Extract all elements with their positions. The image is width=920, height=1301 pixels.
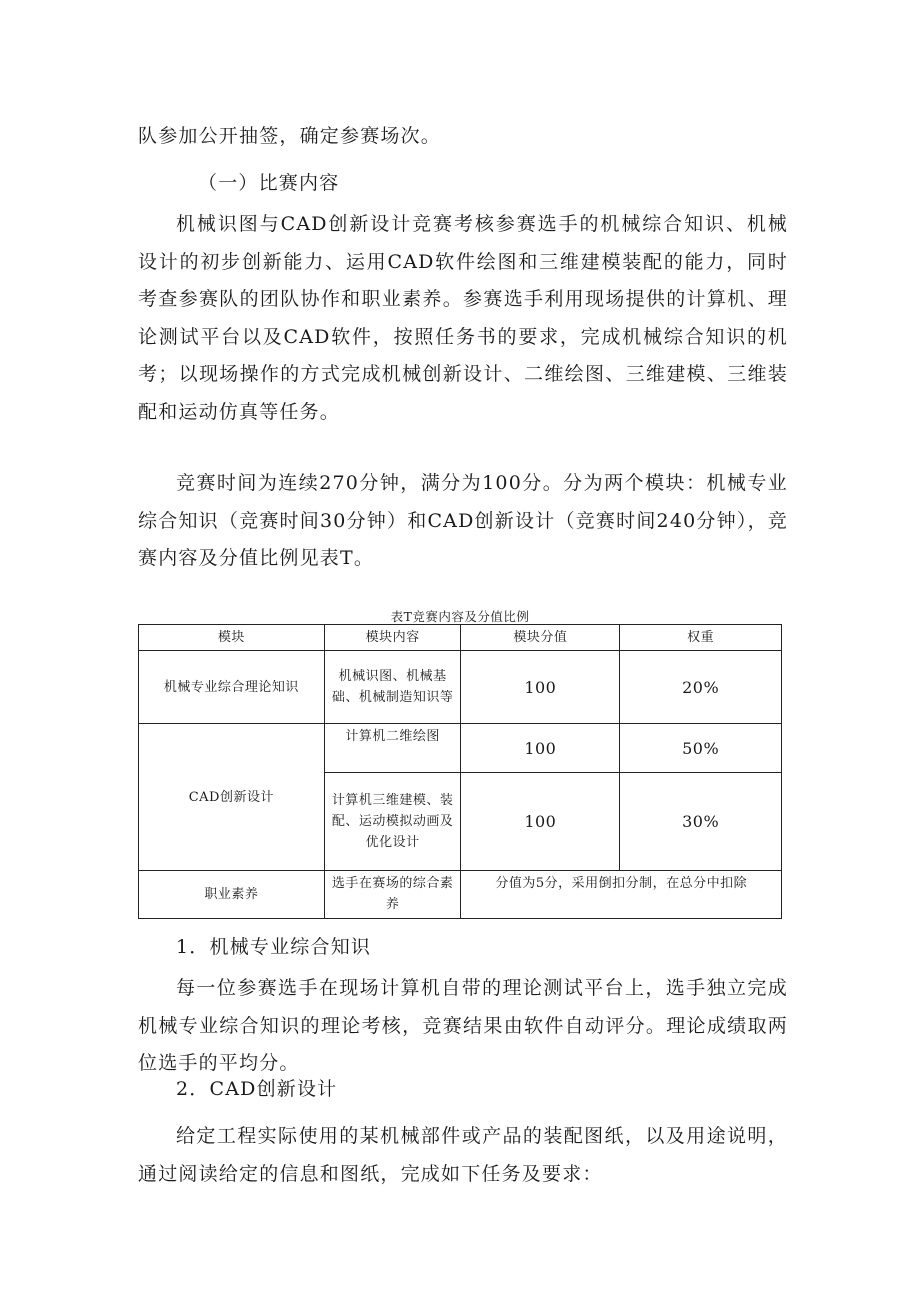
paragraph-cad-design: 给定工程实际使用的某机械部件或产品的装配图纸，以及用途说明，通过阅读给定的信息和图纸，完成如下任务及要求： — [138, 1125, 788, 1185]
cell-weight: 30% — [620, 773, 782, 871]
table-row — [139, 724, 782, 773]
cell-score: 100 — [461, 724, 620, 773]
paragraph-mechanical-knowledge: 每一位参赛选手在现场计算机自带的理论测试平台上，选手独立完成机械专业综合知识的理论考核，竞赛结果由软件自动评分。理论成绩取两位选手的平均分。 — [138, 977, 788, 1074]
section-heading-competition-content: （一）比赛内容 — [198, 172, 340, 194]
paragraph-competition-time: 竞赛时间为连续270分钟，满分为100分。分为两个模块：机械专业综合知识（竞赛时间30分钟）和CAD创新设计（竞赛时间240分钟），竞赛内容及分值比例见表T。 — [138, 472, 788, 569]
section-heading-mechanical-knowledge: 1．机械专业综合知识 — [176, 936, 372, 958]
score-table — [138, 624, 782, 919]
header-module: 模块 — [139, 625, 325, 651]
paragraph-competition-overview: 机械识图与CAD创新设计竞赛考核参赛选手的机械综合知识、机械设计的初步创新能力、运用CAD软件绘图和三维建模装配的能力，同时考查参赛队的团队协作和职业素养。参赛选手利用现场提供的计算机、理论测试平台以及CAD软件，按照任务书的要求，完成机械综合知识的机考；以现场操作的方式完成机械创新设计、二维绘图、三维建模、三维装配和运动仿真等任务。 — [138, 213, 788, 423]
section-heading-cad-design: 2．CAD创新设计 — [176, 1078, 338, 1100]
cell-weight: 20% — [620, 651, 782, 724]
cell-content: 选手在赛场的综合素养 — [324, 871, 461, 919]
cell-score: 100 — [461, 651, 620, 724]
cell-module: 职业素养 — [139, 871, 325, 919]
header-content: 模块内容 — [324, 625, 461, 651]
paragraph-continued: 队参加公开抽签，确定参赛场次。 — [138, 125, 442, 147]
cell-content: 机械识图、机械基础、机械制造知识等 — [324, 651, 461, 724]
cell-score: 100 — [461, 773, 620, 871]
table-row — [139, 871, 782, 919]
cell-content: 计算机二维绘图 — [324, 724, 461, 773]
header-weight: 权重 — [620, 625, 782, 651]
header-score: 模块分值 — [461, 625, 620, 651]
cell-content: 计算机三维建模、装配、运动模拟动画及优化设计 — [324, 773, 461, 871]
table-row — [139, 651, 782, 724]
table-header-row — [139, 625, 782, 651]
cell-note: 分值为5分，采用倒扣分制，在总分中扣除 — [461, 871, 782, 919]
cell-weight: 50% — [620, 724, 782, 773]
cell-module: 机械专业综合理论知识 — [139, 651, 325, 724]
cell-module: CAD创新设计 — [139, 724, 325, 871]
table-caption: 表T竞赛内容及分值比例 — [390, 609, 530, 624]
